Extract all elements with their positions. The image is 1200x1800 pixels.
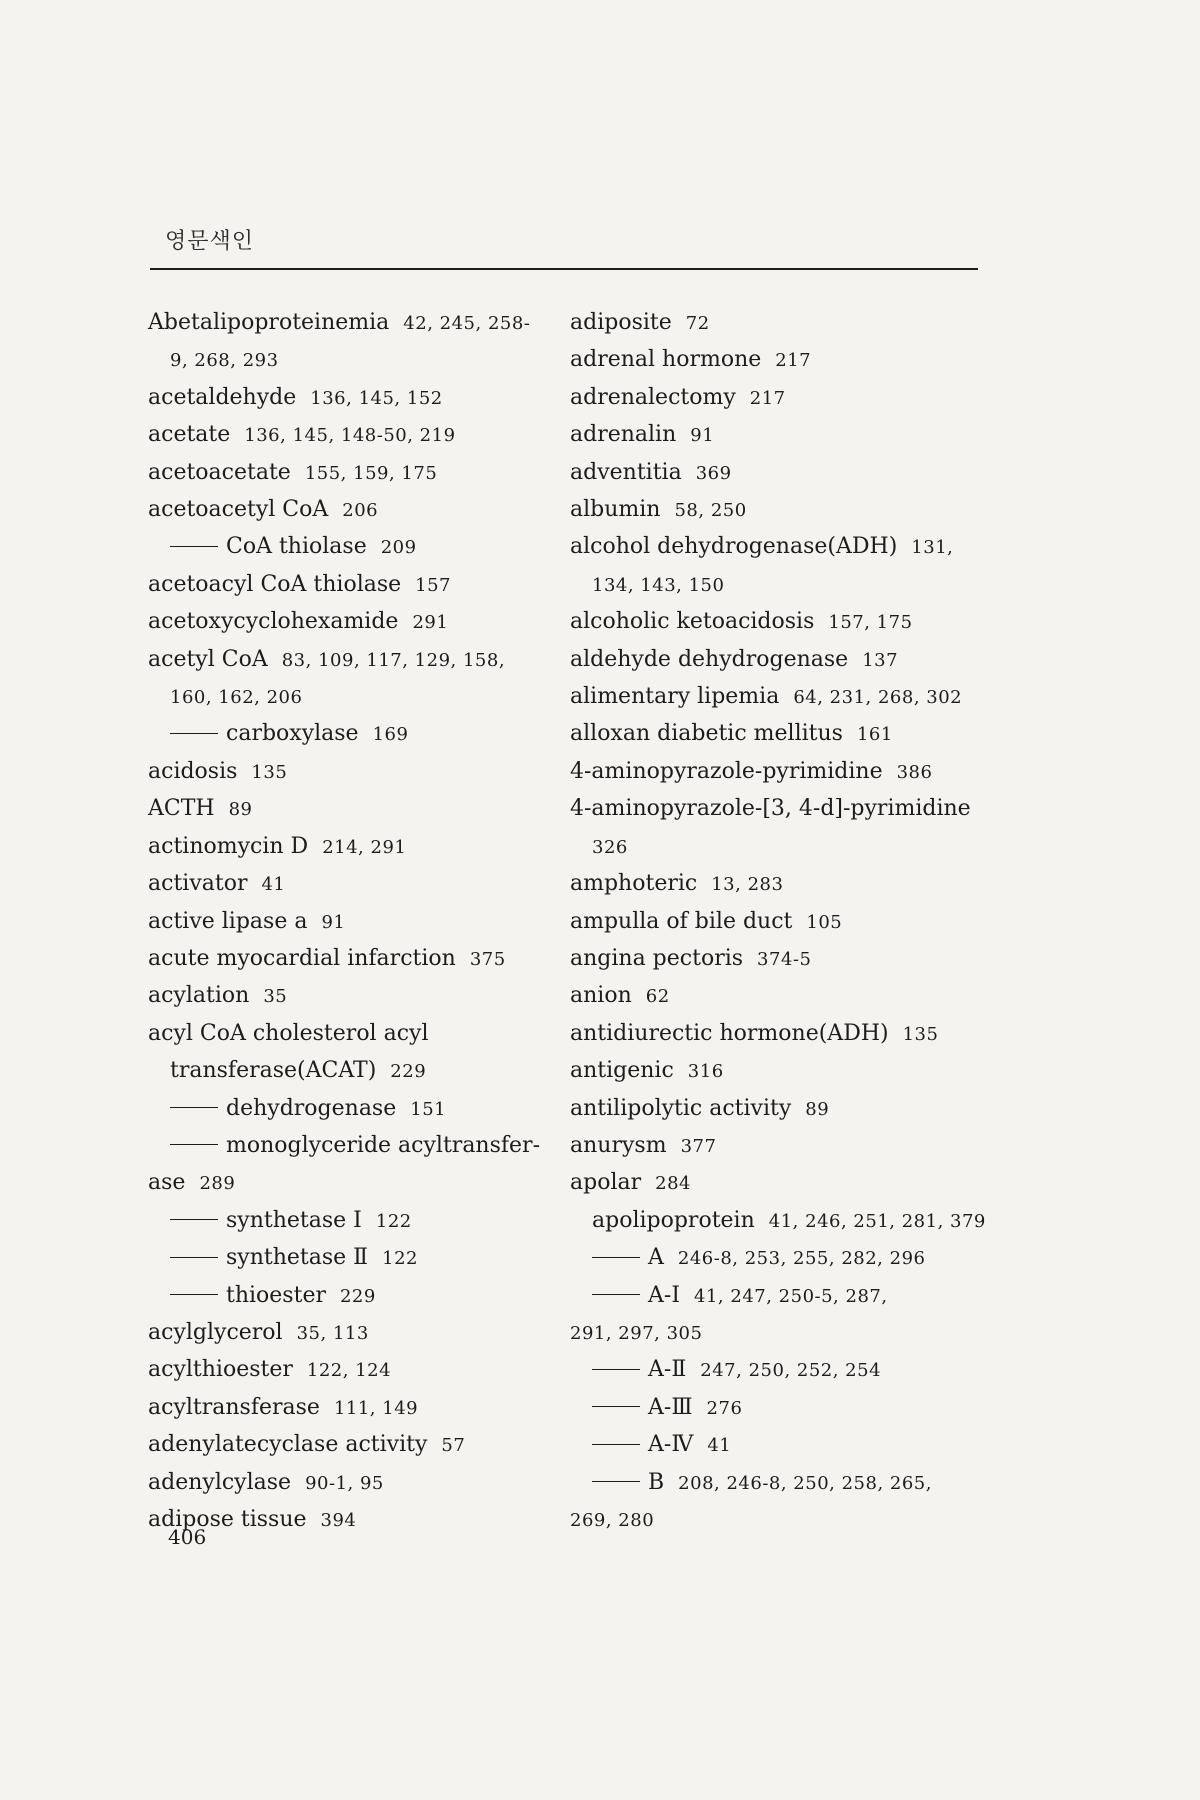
index-pages: 131,	[911, 537, 954, 559]
index-term: antigenic	[570, 1058, 674, 1084]
index-term: amphoteric	[570, 871, 698, 897]
index-subentry	[570, 1278, 1000, 1315]
index-subentry	[570, 1240, 1000, 1277]
index-entry	[570, 417, 1000, 454]
index-entry	[570, 941, 1000, 978]
index-continuation	[570, 567, 1000, 604]
index-term: carboxylase	[226, 721, 359, 747]
index-term: acetyl CoA	[148, 646, 268, 672]
index-pages: 135	[902, 1023, 939, 1045]
index-entry	[148, 417, 578, 454]
index-entry	[148, 455, 578, 492]
index-term: apolipoprotein	[592, 1207, 755, 1233]
index-term: apolar	[570, 1170, 642, 1196]
index-entry	[570, 1502, 1000, 1539]
index-entry	[148, 604, 578, 641]
index-pages: 137	[862, 649, 899, 671]
index-entry	[570, 604, 1000, 641]
index-pages: 13, 283	[711, 874, 784, 896]
index-pages: 83, 109, 117, 129, 158,	[281, 649, 506, 671]
index-term: adventitia	[570, 459, 682, 485]
index-pages: 89	[805, 1098, 830, 1120]
index-entry	[570, 716, 1000, 753]
index-subentry	[148, 1128, 578, 1165]
index-pages: 57	[441, 1435, 466, 1457]
index-pages: 217	[775, 350, 812, 372]
index-term: A-Ⅰ	[648, 1282, 681, 1308]
index-pages: 289	[199, 1173, 236, 1195]
index-pages: 160, 162, 206	[170, 687, 303, 709]
index-entry	[570, 904, 1000, 941]
index-pages: 374-5	[757, 948, 812, 970]
index-term: adipose tissue	[148, 1507, 307, 1532]
index-term: acetaldehyde	[148, 384, 297, 410]
index-term: A	[648, 1245, 664, 1271]
index-pages: 209	[380, 537, 417, 559]
index-entry	[570, 978, 1000, 1015]
repeat-dash	[592, 1406, 640, 1407]
index-continuation	[148, 1053, 578, 1090]
index-term: adrenal hormone	[570, 347, 762, 373]
repeat-dash	[170, 546, 218, 547]
index-pages: 369	[695, 462, 732, 484]
index-continuation	[570, 1203, 1000, 1240]
index-term: acetoacetate	[148, 459, 291, 485]
index-term: Abetalipoproteinemia	[148, 310, 390, 335]
index-pages: 135	[251, 761, 288, 783]
index-continuation	[148, 342, 578, 379]
index-entry	[570, 754, 1000, 791]
index-term: acetoxycyclohexamide	[148, 609, 399, 635]
index-pages: 90-1, 95	[305, 1472, 384, 1494]
index-entry	[570, 529, 1000, 566]
index-term: alcoholic ketoacidosis	[570, 609, 815, 635]
index-pages: 91	[690, 425, 715, 447]
index-entry	[570, 1128, 1000, 1165]
index-pages: 105	[806, 911, 843, 933]
header-rule	[150, 268, 978, 270]
index-pages: 214, 291	[322, 836, 407, 858]
index-entry	[148, 492, 578, 529]
index-entry	[148, 829, 578, 866]
index-pages: 89	[228, 799, 253, 821]
index-continuation	[570, 829, 1000, 866]
index-pages: 122	[375, 1210, 412, 1232]
index-pages: 111, 149	[333, 1397, 419, 1419]
index-entry	[570, 380, 1000, 417]
index-term: synthetase Ⅱ	[226, 1245, 369, 1271]
index-term: acylthioester	[148, 1357, 293, 1383]
index-pages: 91	[321, 911, 346, 933]
index-term: adiposite	[570, 310, 672, 335]
index-term: A-Ⅱ	[648, 1357, 687, 1383]
index-term: B	[648, 1469, 665, 1495]
repeat-dash	[170, 733, 218, 734]
index-term: activator	[148, 871, 248, 897]
index-pages: 284	[655, 1173, 691, 1195]
index-pages: 276	[706, 1397, 743, 1419]
index-term: adrenalectomy	[570, 384, 736, 410]
page-number: 406	[168, 1525, 207, 1549]
index-subentry	[570, 1465, 1000, 1502]
index-term: monoglyceride acyltransfer-	[226, 1132, 541, 1158]
index-term: albumin	[570, 497, 661, 523]
index-entry	[148, 642, 578, 679]
index-pages: 269, 280	[570, 1510, 655, 1531]
index-entry	[148, 904, 578, 941]
index-term: antidiurectic hormone(ADH)	[570, 1020, 889, 1046]
index-term: ampulla of bile duct	[570, 908, 793, 934]
index-term: anurysm	[570, 1132, 667, 1158]
index-term: A-Ⅲ	[648, 1394, 693, 1420]
index-entry	[148, 791, 578, 828]
repeat-dash	[170, 1219, 218, 1220]
index-entry	[148, 1390, 578, 1427]
index-term: CoA thiolase	[226, 534, 367, 560]
index-term: ACTH	[148, 796, 215, 822]
index-column-right	[570, 305, 1000, 1539]
index-term: dehydrogenase	[226, 1095, 397, 1121]
index-pages: 247, 250, 252, 254	[700, 1360, 882, 1382]
index-pages: 316	[687, 1061, 724, 1083]
index-term: alcohol dehydrogenase(ADH)	[570, 534, 898, 560]
index-entry	[148, 978, 578, 1015]
repeat-dash	[170, 1257, 218, 1258]
repeat-dash	[592, 1257, 640, 1258]
index-term: aldehyde dehydrogenase	[570, 646, 849, 672]
index-term: 4-aminopyrazole-pyrimidine	[570, 758, 883, 784]
index-entry	[570, 305, 1000, 342]
index-subentry	[148, 1240, 578, 1277]
index-term: 4-aminopyrazole-[3, 4-d]-pyrimidine	[570, 796, 971, 822]
index-subentry	[148, 529, 578, 566]
index-pages: 246-8, 253, 255, 282, 296	[677, 1248, 926, 1270]
index-entry	[570, 642, 1000, 679]
index-entry	[148, 941, 578, 978]
index-pages: 157	[415, 574, 452, 596]
index-term: angina pectoris	[570, 945, 744, 971]
index-pages: 326	[592, 836, 628, 858]
index-pages: 291	[412, 612, 449, 634]
index-term: antilipolytic activity	[570, 1095, 792, 1121]
index-pages: 229	[339, 1285, 376, 1307]
index-term: alloxan diabetic mellitus	[570, 721, 843, 747]
index-pages: 291, 297, 305	[570, 1322, 703, 1344]
index-entry	[570, 1091, 1000, 1128]
index-pages: 169	[372, 724, 409, 746]
index-term: ase	[148, 1170, 186, 1196]
index-entry	[570, 342, 1000, 379]
index-term: acute myocardial infarction	[148, 945, 456, 971]
index-term: adenylcylase	[148, 1469, 292, 1495]
index-pages: 136, 145, 152	[310, 387, 443, 409]
index-pages: 122	[382, 1248, 418, 1270]
index-entry	[570, 492, 1000, 529]
index-term: transferase(ACAT)	[170, 1058, 377, 1084]
index-pages: 64, 231, 268, 302	[793, 687, 963, 709]
index-subentry	[570, 1390, 1000, 1427]
index-pages: 155, 159, 175	[304, 462, 438, 484]
index-entry	[570, 866, 1000, 903]
index-entry	[570, 1053, 1000, 1090]
index-entry	[148, 1427, 578, 1464]
page-header: 영문색인	[165, 229, 255, 254]
index-term: alimentary lipemia	[570, 684, 780, 710]
index-pages: 229	[390, 1061, 427, 1083]
index-entry	[570, 1165, 1000, 1202]
index-pages: 42, 245, 258-	[403, 313, 531, 334]
index-pages: 157, 175	[828, 612, 913, 634]
index-pages: 151	[410, 1098, 447, 1120]
index-term: adrenalin	[570, 422, 677, 448]
index-term: acyl CoA cholesterol acyl	[148, 1020, 429, 1046]
index-continuation	[148, 679, 578, 716]
index-term: active lipase a	[148, 908, 308, 934]
index-term: A-Ⅳ	[648, 1432, 694, 1458]
index-subentry	[570, 1427, 1000, 1464]
index-pages: 62	[645, 986, 670, 1008]
index-pages: 35	[263, 986, 288, 1008]
index-entry	[570, 1016, 1000, 1053]
repeat-dash	[170, 1107, 218, 1108]
index-term: acidosis	[148, 758, 238, 784]
index-pages: 41	[261, 874, 286, 896]
index-subentry	[148, 716, 578, 753]
index-term: thioester	[226, 1282, 326, 1308]
index-pages: 72	[685, 313, 710, 334]
index-subentry	[148, 1203, 578, 1240]
repeat-dash	[592, 1481, 640, 1482]
index-entry	[148, 754, 578, 791]
index-subentry	[148, 1091, 578, 1128]
index-pages: 208, 246-8, 250, 258, 265,	[678, 1472, 932, 1494]
index-pages: 161	[856, 724, 893, 746]
index-term: actinomycin D	[148, 833, 309, 859]
index-pages: 41, 247, 250-5, 287,	[694, 1285, 888, 1307]
index-term: adenylatecyclase activity	[148, 1432, 428, 1458]
index-term: synthetase Ⅰ	[226, 1207, 362, 1233]
index-term: acyltransferase	[148, 1394, 320, 1420]
index-pages: 9, 268, 293	[170, 350, 279, 372]
index-pages: 136, 145, 148-50, 219	[244, 425, 456, 447]
index-entry	[570, 791, 1000, 828]
index-column-left	[148, 305, 578, 1539]
index-pages: 377	[680, 1135, 717, 1157]
index-subentry	[570, 1352, 1000, 1389]
index-entry	[570, 1315, 1000, 1352]
index-term: acetoacetyl CoA	[148, 497, 329, 523]
repeat-dash	[170, 1294, 218, 1295]
index-entry	[148, 1502, 578, 1539]
index-pages: 58, 250	[674, 500, 747, 522]
index-term: acylation	[148, 983, 250, 1009]
index-pages: 394	[320, 1510, 357, 1531]
index-pages: 41	[707, 1435, 732, 1457]
index-pages: 375	[469, 948, 506, 970]
repeat-dash	[592, 1444, 640, 1445]
repeat-dash	[170, 1144, 218, 1145]
index-pages: 217	[749, 387, 786, 409]
index-term: anion	[570, 983, 632, 1009]
index-term: acetate	[148, 422, 231, 448]
index-pages: 134, 143, 150	[592, 574, 725, 596]
index-entry	[148, 1465, 578, 1502]
index-pages: 41, 246, 251, 281, 379	[768, 1210, 986, 1232]
index-term: acetoacyl CoA thiolase	[148, 571, 402, 597]
index-entry	[570, 679, 1000, 716]
index-entry	[148, 567, 578, 604]
repeat-dash	[592, 1369, 640, 1370]
index-subentry	[148, 1278, 578, 1315]
repeat-dash	[592, 1294, 640, 1295]
index-entry	[148, 305, 578, 342]
index-entry	[148, 380, 578, 417]
index-pages: 386	[896, 761, 933, 783]
index-entry	[148, 1016, 578, 1053]
index-entry	[148, 1165, 578, 1202]
index-entry	[148, 1352, 578, 1389]
index-entry	[148, 866, 578, 903]
index-entry	[148, 1315, 578, 1352]
index-pages: 206	[342, 500, 379, 522]
index-pages: 35, 113	[296, 1322, 369, 1344]
index-pages: 122, 124	[306, 1360, 392, 1382]
index-entry	[570, 455, 1000, 492]
index-term: acylglycerol	[148, 1319, 283, 1345]
